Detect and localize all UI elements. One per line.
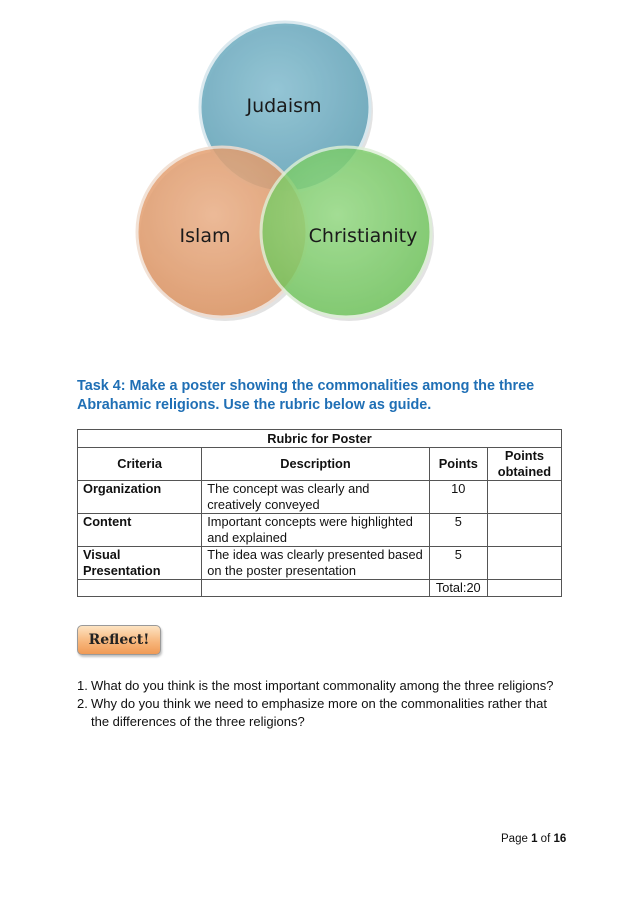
points-cell: 10 xyxy=(429,481,487,514)
total-obtained-cell[interactable] xyxy=(487,580,561,597)
description-cell: The idea was clearly presented based on the poster presentation xyxy=(202,547,429,580)
total-pages: 16 xyxy=(553,833,567,845)
current-page: 1 xyxy=(531,833,538,845)
points-obtained-cell[interactable] xyxy=(487,514,561,547)
description-cell: The concept was clearly and creatively conveyed xyxy=(202,481,429,514)
question-number: 2. xyxy=(77,696,88,711)
rubric-table xyxy=(77,429,562,597)
points-obtained-cell[interactable] xyxy=(487,481,561,514)
criteria-cell: Visual Presentation xyxy=(78,547,202,580)
header-points-obtained: Points obtained xyxy=(487,448,561,481)
header-points: Points xyxy=(429,448,487,481)
reflect-button[interactable]: Reflect! xyxy=(77,625,161,655)
header-description: Description xyxy=(202,448,429,481)
points-cell: 5 xyxy=(429,547,487,580)
task-instruction: Task 4: Make a poster showing the commonalities among the three Abrahamic religions. Use the rubric below as guide. xyxy=(77,378,535,413)
question-number: 1. xyxy=(77,678,88,693)
label-judaism: Judaism xyxy=(246,95,322,117)
table-row xyxy=(78,547,562,580)
description-cell: Important concepts were highlighted and explained xyxy=(202,514,429,547)
total-cell: Total:20 xyxy=(429,580,487,597)
label-christianity: Christianity xyxy=(308,225,418,247)
criteria-cell: Content xyxy=(78,514,202,547)
total-row xyxy=(78,580,562,597)
label-islam: Islam xyxy=(179,225,231,247)
table-row xyxy=(78,481,562,514)
empty-cell xyxy=(78,580,202,597)
rubric-header-row xyxy=(78,448,562,481)
list-item xyxy=(77,695,567,731)
question-text: Why do you think we need to emphasize more on the commonalities rather that the differences of the three religions? xyxy=(91,696,547,729)
table-row xyxy=(78,514,562,547)
page-of: of xyxy=(540,833,551,845)
reflection-questions xyxy=(77,677,567,731)
points-obtained-cell[interactable] xyxy=(487,547,561,580)
page-prefix: Page xyxy=(501,833,528,845)
rubric-title: Rubric for Poster xyxy=(78,430,562,448)
list-item xyxy=(77,677,567,695)
empty-cell xyxy=(202,580,429,597)
venn-diagram xyxy=(0,0,638,330)
points-cell: 5 xyxy=(429,514,487,547)
header-criteria: Criteria xyxy=(78,448,202,481)
question-text: What do you think is the most important commonality among the three religions? xyxy=(91,678,554,693)
rubric-title-row xyxy=(78,430,562,448)
criteria-cell: Organization xyxy=(78,481,202,514)
page-number xyxy=(501,833,566,845)
